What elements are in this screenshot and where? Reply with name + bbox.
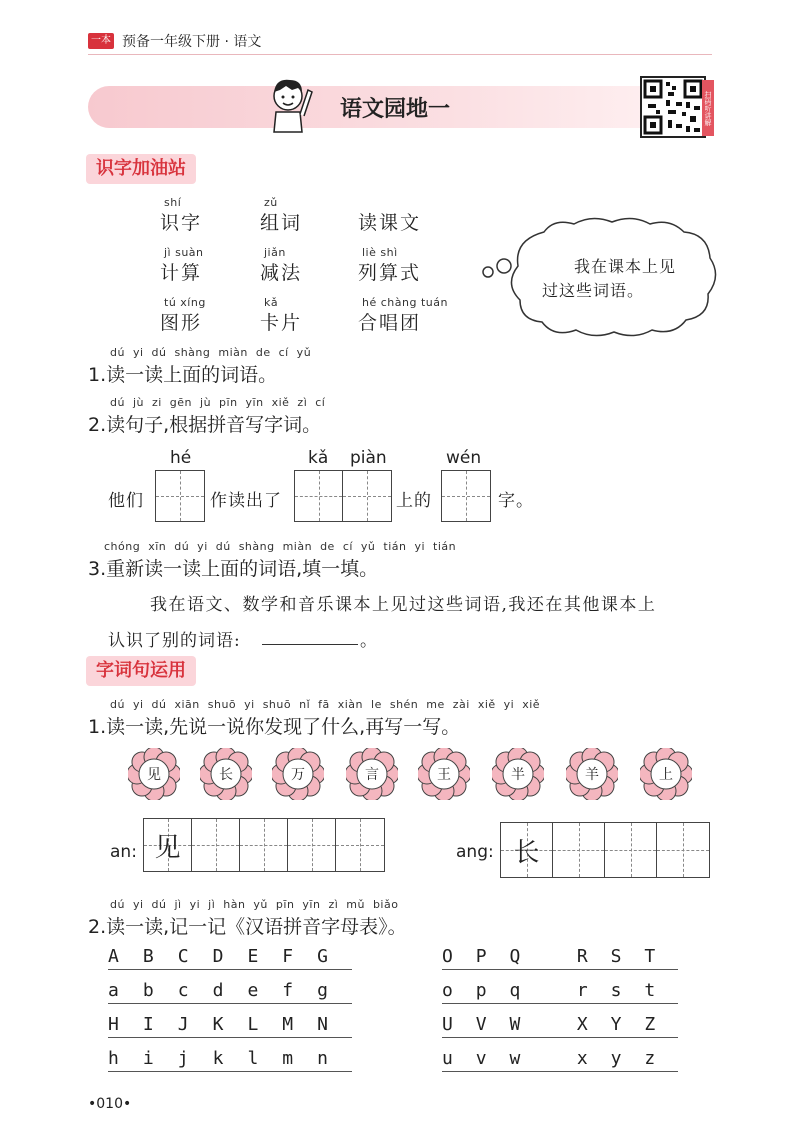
header-divider: [88, 54, 712, 55]
letter: B: [142, 946, 154, 967]
word-pinyin: jiǎn: [264, 246, 286, 259]
letter: P: [475, 946, 487, 967]
sentence-part: 他们: [108, 491, 144, 511]
sentence-part: 上的: [396, 491, 432, 511]
letter: F: [282, 946, 294, 967]
letter: C: [177, 946, 189, 967]
blank-pinyin-2b: piàn: [350, 448, 387, 468]
blank-pinyin-1: hé: [170, 448, 192, 468]
writing-grid[interactable]: [155, 470, 205, 522]
letter: e: [247, 980, 259, 1001]
flower-character: [418, 748, 470, 804]
word-pinyin: liè shì: [362, 246, 398, 259]
q3-period: 。: [360, 631, 378, 651]
word-chars: 组词: [260, 212, 303, 234]
word-chars: 卡片: [260, 312, 303, 334]
svg-text:王: 王: [437, 767, 451, 783]
s2q1-prompt: 1.读一读,先说一说你发现了什么,再写一写。: [88, 716, 461, 738]
flower-character: [640, 748, 692, 804]
letter: c: [177, 980, 189, 1001]
section-heading-usage: 字词句运用: [86, 656, 196, 686]
section-heading-literacy: 识字加油站: [86, 154, 196, 184]
flower-icon: [200, 748, 252, 800]
svg-text:上: 上: [659, 767, 673, 783]
letter: H: [108, 1014, 119, 1035]
letter: k: [212, 1048, 224, 1069]
letter: Z: [644, 1014, 656, 1035]
svg-text:言: 言: [365, 767, 379, 783]
svg-text:见: 见: [147, 767, 161, 783]
letter: z: [644, 1048, 656, 1069]
flower-character: [200, 748, 252, 804]
bubble-text-1: 我在课本上见: [574, 257, 677, 276]
sentence-part: 字。: [498, 491, 534, 511]
letter: p: [475, 980, 487, 1001]
writing-grid[interactable]: [441, 470, 491, 522]
word-pinyin: jì suàn: [164, 246, 204, 259]
word-chars: 识字: [160, 212, 203, 234]
letter: l: [247, 1048, 259, 1069]
boy-mascot-icon: [262, 70, 318, 136]
letter: G: [317, 946, 328, 967]
writing-grid[interactable]: [294, 470, 392, 522]
letter: Q: [509, 946, 521, 967]
page-number: •010•: [88, 1096, 132, 1112]
qr-code-icon[interactable]: [640, 76, 706, 138]
letter: x: [576, 1048, 588, 1069]
svg-text:羊: 羊: [585, 767, 599, 783]
word-chars: 图形: [160, 312, 203, 334]
publisher-tag: 一本: [88, 33, 114, 49]
flower-icon: [566, 748, 618, 800]
q3-pinyin: chóng xīn dú yi dú shàng miàn de cí yǔ tián yi tián: [104, 540, 457, 553]
letter: o: [442, 980, 453, 1001]
word-chars: 列算式: [358, 262, 422, 284]
letter: O: [442, 946, 453, 967]
word-pinyin: tú xíng: [164, 296, 206, 309]
letter: m: [282, 1048, 294, 1069]
q3-prompt: 3.重新读一读上面的词语,填一填。: [88, 558, 379, 580]
flower-character: [272, 748, 324, 804]
lesson-title: 语文园地一: [340, 97, 451, 122]
blank-pinyin-2a: kǎ: [308, 448, 329, 468]
letter: i: [142, 1048, 154, 1069]
letter: y: [610, 1048, 622, 1069]
flower-icon: [492, 748, 544, 800]
word-chars: 计算: [160, 262, 203, 284]
letter: I: [142, 1014, 154, 1035]
flower-character: [566, 748, 618, 804]
svg-text:半: 半: [511, 767, 525, 783]
model-character: 见: [154, 832, 181, 863]
letter: E: [247, 946, 259, 967]
flower-icon: [640, 748, 692, 800]
word-chars: 合唱团: [358, 312, 422, 334]
ang-label: ang:: [456, 842, 494, 862]
alphabet-left: [108, 936, 352, 1072]
letter: d: [212, 980, 224, 1001]
alphabet-row: [442, 970, 678, 1004]
alphabet-right: [442, 936, 678, 1072]
letter: b: [142, 980, 154, 1001]
word-chars: 减法: [260, 262, 303, 284]
alphabet-row: [108, 1004, 352, 1038]
blank-pinyin-3: wén: [446, 448, 482, 468]
letter: S: [610, 946, 622, 967]
flower-icon: [346, 748, 398, 800]
an-label: an:: [110, 842, 137, 862]
flower-character: [128, 748, 180, 804]
s2q2-pinyin: dú yi dú jì yi jì hàn yǔ pīn yīn zì mǔ biǎo: [110, 898, 399, 911]
letter: M: [282, 1014, 294, 1035]
s2q1-pinyin: dú yi dú xiān shuō yi shuō nǐ fā xiàn le shén me zài xiě yi xiě: [110, 698, 541, 711]
letter: r: [576, 980, 588, 1001]
thought-bubble-icon: [474, 214, 724, 340]
letter: R: [576, 946, 588, 967]
letter: q: [509, 980, 521, 1001]
flower-icon: [418, 748, 470, 800]
alphabet-row: [108, 1038, 352, 1072]
letter: D: [212, 946, 224, 967]
letter: T: [644, 946, 656, 967]
flower-icon: [128, 748, 180, 800]
letter: s: [610, 980, 622, 1001]
letter: f: [282, 980, 294, 1001]
q3-answer-blank[interactable]: [262, 644, 358, 645]
writing-grid-an[interactable]: [143, 818, 385, 872]
s2q2-prompt: 2.读一读,记一记《汉语拼音字母表》。: [88, 916, 407, 938]
word-pinyin: shí: [164, 196, 182, 209]
alphabet-row: [108, 970, 352, 1004]
letter: j: [177, 1048, 189, 1069]
q1-prompt: 1.读一读上面的词语。: [88, 364, 278, 386]
alphabet-row: [108, 936, 352, 970]
model-character: 长: [513, 837, 540, 868]
letter: A: [108, 946, 119, 967]
letter: g: [317, 980, 328, 1001]
letter: a: [108, 980, 119, 1001]
book-title: 预备一年级下册 · 语文: [122, 34, 262, 50]
q3-line-1: 我在语文、数学和音乐课本上见过这些词语,我还在其他课本上: [150, 595, 657, 615]
alphabet-row: [442, 936, 678, 970]
word-pinyin: kǎ: [264, 296, 279, 309]
qr-caption: 扫码听讲解: [702, 80, 714, 136]
q1-pinyin: dú yi dú shàng miàn de cí yǔ: [110, 346, 312, 359]
letter: X: [576, 1014, 588, 1035]
svg-text:万: 万: [291, 767, 305, 783]
letter: J: [177, 1014, 189, 1035]
flower-icon: [272, 748, 324, 800]
letter: N: [317, 1014, 328, 1035]
letter: n: [317, 1048, 328, 1069]
q2-pinyin: dú jù zi gēn jù pīn yīn xiě zì cí: [110, 396, 326, 409]
letter: Y: [610, 1014, 622, 1035]
flower-character: [492, 748, 544, 804]
letter: L: [247, 1014, 259, 1035]
letter: u: [442, 1048, 453, 1069]
bubble-text-2: 过这些词语。: [542, 281, 645, 300]
word-pinyin: zǔ: [264, 196, 278, 209]
writing-grid-ang[interactable]: [500, 822, 710, 878]
svg-text:长: 长: [219, 767, 233, 783]
letter: W: [509, 1014, 521, 1035]
letter: h: [108, 1048, 119, 1069]
letter: t: [644, 980, 656, 1001]
letter: V: [475, 1014, 487, 1035]
letter: K: [212, 1014, 224, 1035]
letter: w: [509, 1048, 521, 1069]
alphabet-row: [442, 1038, 678, 1072]
q2-prompt: 2.读句子,根据拼音写字词。: [88, 414, 322, 436]
word-chars: 读课文: [358, 212, 422, 234]
letter: v: [475, 1048, 487, 1069]
q3-line-2: 认识了别的词语:: [108, 631, 241, 651]
sentence-part: 作读出了: [210, 491, 282, 511]
flower-character: [346, 748, 398, 804]
letter: U: [442, 1014, 453, 1035]
word-pinyin: hé chàng tuán: [362, 296, 448, 309]
alphabet-row: [442, 1004, 678, 1038]
